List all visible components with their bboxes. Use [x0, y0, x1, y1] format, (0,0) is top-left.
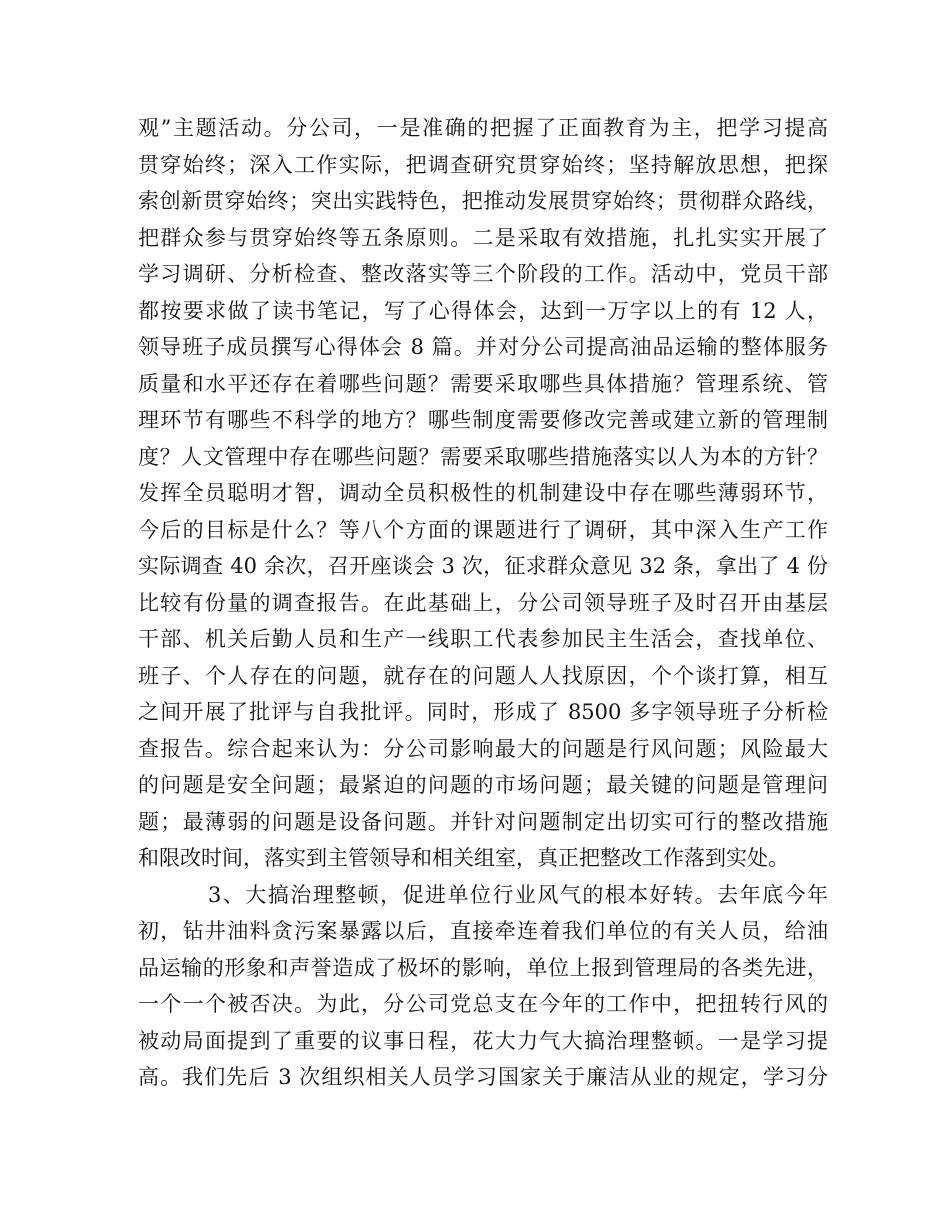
text-line: 学习调研、分析检查、整改落实等三个阶段的工作。活动中，党员干部: [138, 262, 828, 286]
text-line: 比较有份量的调查报告。在此基础上，分公司领导班子及时召开由基层: [138, 590, 828, 615]
text-line: 的问题是安全问题；最紧迫的问题的市场问题；最关键的问题是管理问: [138, 773, 828, 797]
text-line: 贯穿始终；深入工作实际，把调查研究贯穿始终；坚持解放思想，把探: [138, 152, 828, 177]
text-line: 初，钻井油料贪污案暴露以后，直接牵连着我们单位的有关人员，给油: [138, 919, 828, 943]
body-text: [138, 110, 828, 1096]
text-line: 质量和水平还存在着哪些问题？需要采取哪些具体措施？管理系统、管: [138, 371, 828, 396]
text-line: 和限改时间，落实到主管领导和相关组室，真正把整改工作落到实处。: [138, 846, 789, 870]
text-line: 班子、个人存在的问题，就存在的问题人人找原因，个个谈打算，相互: [138, 663, 828, 688]
text-line: 品运输的形象和声誉造成了极坏的影响，单位上报到管理局的各类先进，: [138, 955, 828, 980]
text-line: 被动局面提到了重要的议事日程，花大力气大搞治理整顿。一是学习提: [138, 1028, 828, 1053]
text-line-indented: 3、大搞治理整顿，促进单位行业风气的根本好转。去年底今年: [208, 882, 828, 907]
text-line: 高。我们先后 3 次组织相关人员学习国家关于廉洁从业的规定，学习分: [138, 1065, 828, 1089]
text-line: 索创新贯穿始终；突出实践特色，把推动发展贯穿始终；贯彻群众路线，: [138, 189, 828, 213]
text-line: 观”主题活动。分公司，一是准确的把握了正面教育为主，把学习提高: [138, 116, 828, 140]
text-line: 查报告。综合起来认为：分公司影响最大的问题是行风问题；风险最大: [138, 736, 828, 761]
text-line: 度？人文管理中存在哪些问题？需要采取哪些措施落实以人为本的方针？: [138, 444, 828, 469]
text-line: 今后的目标是什么？等八个方面的课题进行了调研，其中深入生产工作: [138, 517, 828, 542]
text-line: 干部、机关后勤人员和生产一线职工代表参加民主生活会，查找单位、: [138, 627, 828, 651]
text-line: 都按要求做了读书笔记，写了心得体会，达到一万字以上的有 12 人，: [138, 298, 828, 323]
text-line: 把群众参与贯穿始终等五条原则。二是采取有效措施，扎扎实实开展了: [138, 225, 828, 250]
text-line: 一个一个被否决。为此，分公司党总支在今年的工作中，把扭转行风的: [138, 992, 828, 1016]
text-line: 领导班子成员撰写心得体会 8 篇。并对分公司提高油品运输的整体服务: [138, 335, 828, 359]
text-line: 实际调查 40 余次，召开座谈会 3 次，征求群众意见 32 条，拿出了 4 份: [138, 554, 828, 578]
text-line: 题；最薄弱的问题是设备问题。并针对问题制定出切实可行的整改措施: [138, 809, 828, 834]
text-line: 之间开展了批评与自我批评。同时，形成了 8500 多字领导班子分析检: [138, 700, 828, 724]
text-line: 发挥全员聪明才智，调动全员积极性的机制建设中存在哪些薄弱环节，: [138, 481, 828, 505]
text-line: 理环节有哪些不科学的地方？哪些制度需要修改完善或建立新的管理制: [138, 408, 828, 432]
